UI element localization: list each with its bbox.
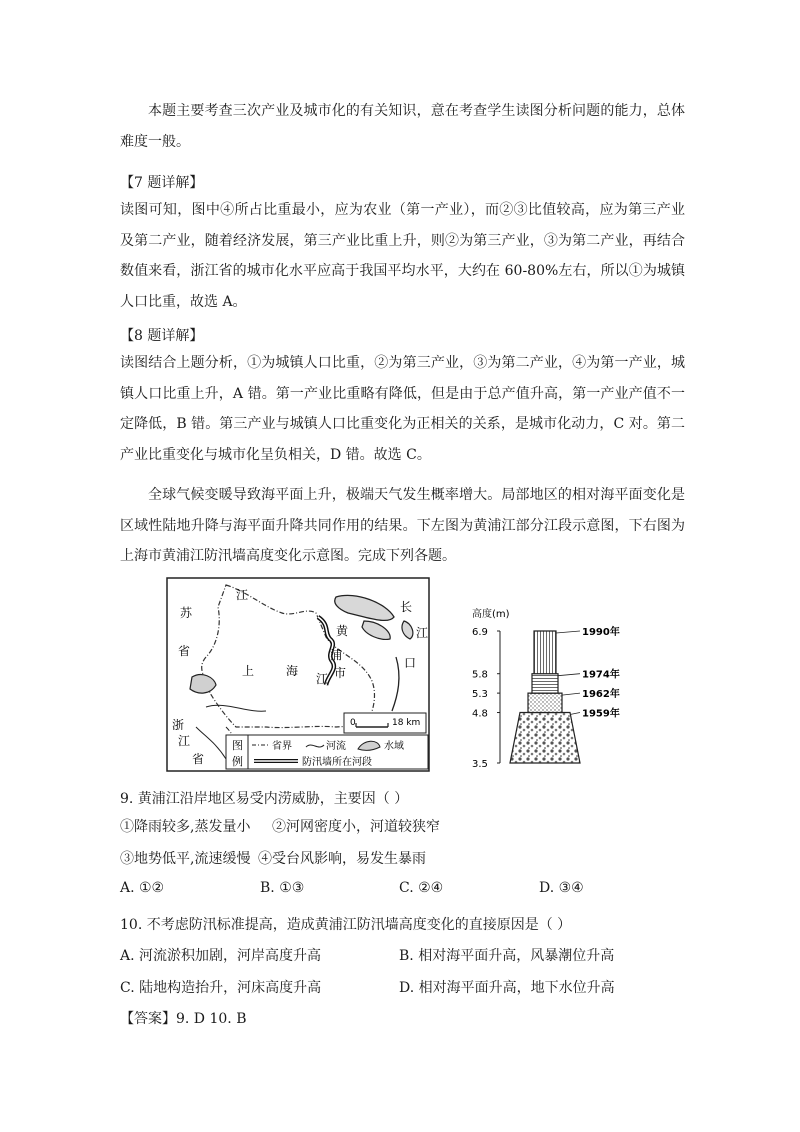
passage-paragraph: 全球气候变暖导致海平面上升，极端天气发生概率增大。局部地区的相对海平面变化是区域性陆地升降与海平面升降共同作用的结果。下左图为黄浦江部分江段示意图，下右图为上海市黄浦江防汛墙高度变化示意图。完成下列各题。 [120,487,685,564]
q10-stem: 10. 不考虑防汛标准提高，造成黄浦江防汛墙高度变化的直接原因是（ ） [120,917,572,933]
leader-1990年 [556,631,580,633]
bar-1962年 [528,693,562,712]
label-jiang-1: 江 [236,588,249,602]
label-sheng-2: 省 [192,752,205,766]
huangpu-map-figure [166,577,430,772]
q8-body: 读图结合上题分析，①为城镇人口比重，②为第三产业，③为第二产业，④为第一产业，城镇人口比重上升，A 错。第一产业比重略有降低，但是由于总产值升高，第一产业产值不一定降低，B 错。第三产业与城镇人口比重变化为正相关的关系，是城市化动力，C 对。第二产业比重变化与城市化呈负相关，D 错。故选 C。 [120,355,685,463]
label-zhe: 浙 [172,718,185,732]
flood-wall-chart-figure [470,605,670,775]
y-tick-label: 5.3 [472,689,488,701]
leader-1974年 [558,674,580,676]
y-tick-label: 5.8 [472,669,488,681]
q10-option-d: D. 相对海平面升高，地下水位升高 [399,980,615,996]
q9-option-c: C. ②④ [399,880,444,896]
bar-1990年 [534,631,556,674]
series-label: 1990年 [582,627,620,638]
q10-option-a: A. 河流淤积加剧，河岸高度升高 [120,948,322,964]
label-su: 苏 [180,606,193,620]
q9-stem: 9. 黄浦江沿岸地区易受内涝威胁，主要因（ ） [120,791,409,807]
legend-boundary: 省界 [272,741,292,752]
scale-km: 18 km [392,718,421,728]
q9-item-2: ②河网密度小，河道较狭窄 [272,819,440,835]
answer-line: 【答案】9. D 10. B [120,1011,247,1027]
q7-body: 读图可知，图中④所占比重最小，应为农业（第一产业），而②③比值较高，应为第三产业及第二产业，随着经济发展，第三产业比重上升，则②为第三产业，③为第二产业，再结合数值来看，浙江省的城市化水平应高于我国平均水平，大约在 60-80%左右，所以①为城镇人口比重，故选 A。 [120,202,685,310]
y-tick-label: 3.5 [472,759,488,770]
y-tick-label: 4.8 [472,708,488,720]
intro-paragraph: 本题主要考查三次产业及城市化的有关知识，意在考查学生读图分析问题的能力，总体难度一般。 [120,103,685,150]
bar-1974年 [532,674,558,693]
q10-option-c: C. 陆地构造抬升，河床高度升高 [120,980,322,996]
label-shang: 上 [242,664,255,678]
label-jiang-3: 江 [316,672,329,686]
label-pu: 浦 [330,648,343,662]
bar-1959年 [510,713,580,763]
legend-river: 河流 [326,741,346,752]
leader-1962年 [562,693,580,695]
q10-option-b: B. 相对海平面升高，风暴潮位升高 [399,948,615,964]
label-hai: 海 [286,664,299,678]
q9-option-a: A. ①② [120,880,165,896]
q7-heading: 【7 题详解】 [120,175,204,191]
q9-option-b: B. ①③ [260,880,305,896]
legend-li: 例 [232,755,243,768]
q9-item-3: ③地势低平,流速缓慢 [120,851,251,867]
q8-heading: 【8 题详解】 [120,328,204,344]
legend-water: 水域 [384,741,404,752]
legend-tu: 图 [232,739,243,752]
series-label: 1962年 [582,689,620,701]
label-jiang-4: 江 [178,734,191,748]
flood-wall-chart [470,605,670,775]
q9-item-1: ①降雨较多,蒸发量小 [120,819,251,835]
label-sheng-1: 省 [178,644,191,658]
label-huang: 黄 [336,624,349,638]
series-label: 1959年 [582,708,620,720]
huangpu-map [166,577,430,772]
scale-zero: 0 [350,718,356,728]
leader-1959年 [570,713,580,715]
label-jiang-2: 江 [416,626,429,640]
q9-option-d: D. ③④ [539,880,584,896]
label-shi: 市 [334,666,347,680]
series-label: 1974年 [582,669,620,681]
label-chang: 长 [400,600,413,614]
label-kou: 口 [404,656,417,670]
q9-item-4: ④受台风影响，易发生暴雨 [258,851,426,867]
legend-wall: 防汛墙所在河段 [302,757,372,768]
y-tick-label: 6.9 [472,627,488,638]
y-axis-label: 高度(m) [472,609,510,620]
